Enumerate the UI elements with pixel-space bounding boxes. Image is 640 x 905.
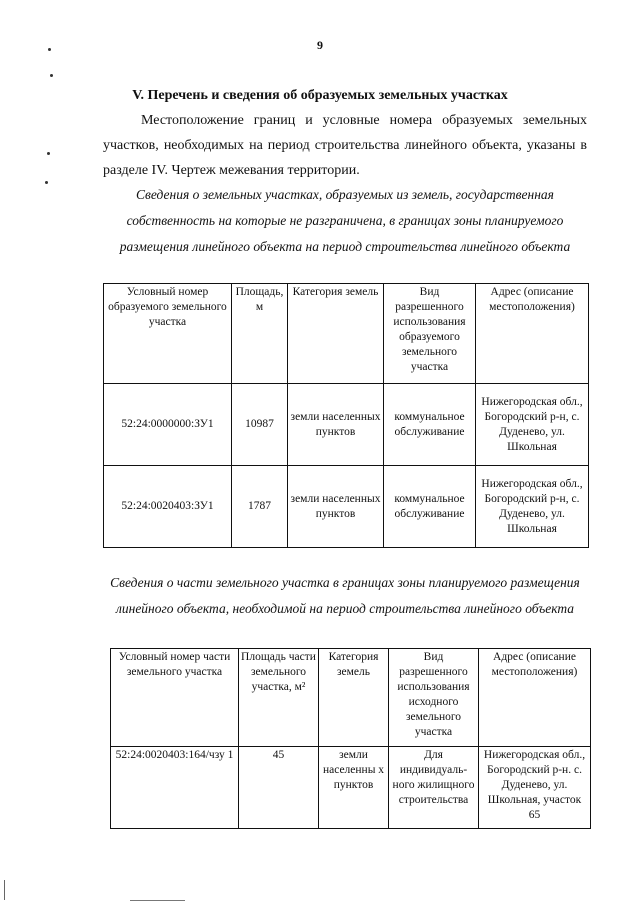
table2-cell-usage: Для индивидуаль- ного жилищного строительства <box>389 747 479 829</box>
table2-caption: Сведения о части земельного участка в границах зоны планируемого размещения линейного объекта, необходимой на период строительства линейного объекта <box>110 575 580 616</box>
scan-speck <box>48 48 51 51</box>
table2-header-number: Условный номер части земельного участка <box>111 649 239 747</box>
table2-header-usage: Вид разрешенного использования исходного земельного участка <box>389 649 479 747</box>
table1-header-number: Условный номер образуемого земельного участка <box>104 284 232 384</box>
scan-speck <box>47 152 50 155</box>
table2-cell-number: 52:24:0020403:164/чзу 1 <box>111 747 239 829</box>
table-row <box>104 466 589 548</box>
intro-paragraph <box>103 108 587 183</box>
scan-speck <box>45 181 48 184</box>
table1-cell-address: Нижегородская обл., Богородский р-н, с. Дуденево, ул. Школьная <box>476 466 589 548</box>
table1-caption: Сведения о земельных участках, образуемых из земель, государственная собственность на которые не разграничена, в границах зоны планируемого размещения линейного объекта на период строительства линейного объекта <box>119 187 571 254</box>
table2-cell-area: 45 <box>239 747 319 829</box>
table2 <box>110 648 591 829</box>
table1 <box>103 283 589 548</box>
table1-header-usage: Вид разрешенного использования образуемого земельного участка <box>384 284 476 384</box>
table1-cell-usage: коммунальное обслуживание <box>384 466 476 548</box>
table1-cell-category: земли населенных пунктов <box>288 384 384 466</box>
table1-cell-number: 52:24:0000000:ЗУ1 <box>104 384 232 466</box>
table-row <box>111 747 591 829</box>
table-row <box>104 384 589 466</box>
table1-cell-number: 52:24:0020403:ЗУ1 <box>104 466 232 548</box>
table1-header-category: Категория земель <box>288 284 384 384</box>
table2-header-category: Категория земель <box>319 649 389 747</box>
table1-cell-address: Нижегородская обл., Богородский р-н, с. Дуденево, ул. Школьная <box>476 384 589 466</box>
table2-header-area: Площадь части земельного участка, м² <box>239 649 319 747</box>
table2-header-address: Адрес (описание местоположения) <box>479 649 591 747</box>
table2-cell-address: Нижегородская обл., Богородский р-н. с. Дуденево, ул. Школьная, участок 65 <box>479 747 591 829</box>
scan-edge-line <box>130 900 185 901</box>
table1-cell-category: земли населенных пунктов <box>288 466 384 548</box>
intro-paragraph-text: Местоположение границ и условные номера образуемых земельных участков, необходимых на период строительства линейного объекта, указаны в разделе IV. Чертеж межевания территории. <box>103 113 587 178</box>
page-number: 9 <box>317 38 323 52</box>
table1-header-area: Площадь, м <box>232 284 288 384</box>
section-heading: V. Перечень и сведения об образуемых земельных участках <box>132 88 508 103</box>
table1-header-address: Адрес (описание местоположения) <box>476 284 589 384</box>
scan-edge-line <box>4 880 5 900</box>
table1-cell-area: 1787 <box>232 466 288 548</box>
table2-cell-category: земли населенны х пунктов <box>319 747 389 829</box>
table1-cell-usage: коммунальное обслуживание <box>384 384 476 466</box>
scan-speck <box>50 74 53 77</box>
table1-cell-area: 10987 <box>232 384 288 466</box>
